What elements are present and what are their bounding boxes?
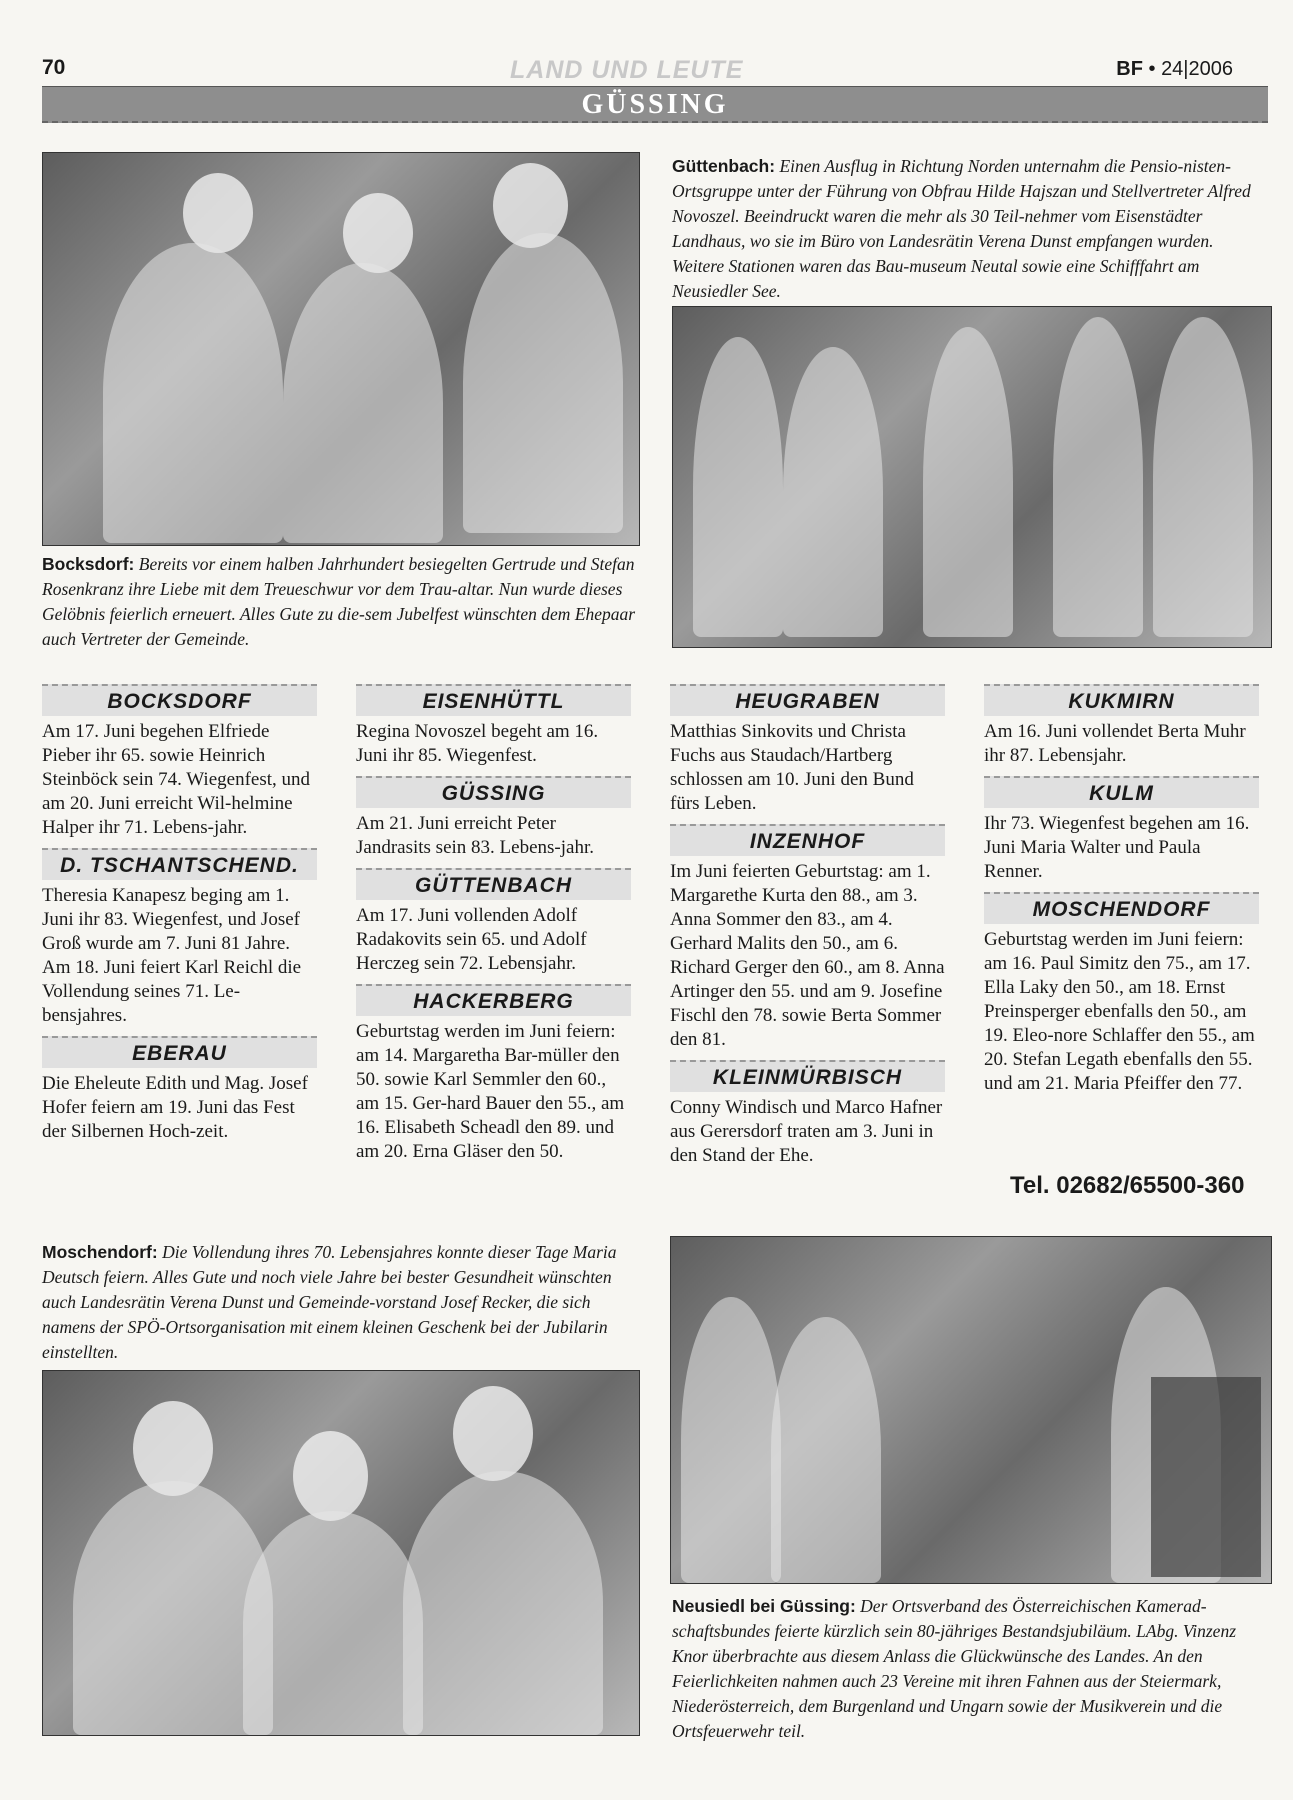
news-column-3 <box>670 684 945 1168</box>
phone-number: Tel. 02682/65500-360 <box>1010 1172 1245 1199</box>
news-item: Die Eheleute Edith und Mag. Josef Hofer feiern am 19. Juni das Fest der Silbernen Hoch-zeit. <box>42 1073 308 1142</box>
photo-guettenbach <box>672 306 1272 648</box>
person-figure <box>403 1471 603 1735</box>
place-heading: HEUGRABEN <box>670 684 945 716</box>
news-item: Conny Windisch und Marco Hafner aus Gerersdorf traten am 3. Juni in den Stand der Ehe. <box>670 1097 943 1166</box>
issue-number: 24|2006 <box>1161 58 1233 80</box>
person-figure <box>923 327 1013 637</box>
person-head <box>453 1386 533 1481</box>
news-item: Am 17. Juni vollenden Adolf Radakovits sein 65. und Adolf Herczeg sein 72. Lebensjahr. <box>356 905 587 974</box>
person-head <box>183 173 253 253</box>
separator: • <box>1148 58 1156 80</box>
place-heading: GÜSSING <box>356 776 631 808</box>
photo-moschendorf <box>42 1370 640 1736</box>
person-figure <box>103 243 283 543</box>
news-item: Am 17. Juni begehen Elfriede Pieber ihr 65. sowie Heinrich Steinböck sein 74. Wiegenfest, und am 20. Juni erreicht Wil-helmine Halper ihr 71. Lebens-jahr. <box>42 721 311 838</box>
place-heading: BOCKSDORF <box>42 684 317 716</box>
person-figure <box>693 337 783 637</box>
podium <box>1151 1377 1261 1577</box>
person-figure <box>463 233 623 533</box>
caption-neusiedl <box>672 1594 1270 1744</box>
place-heading: KUKMIRN <box>984 684 1259 716</box>
region-banner <box>42 86 1268 123</box>
news-item: Am 21. Juni erreicht Peter Jandrasits sein 83. Lebens-jahr. <box>356 813 594 858</box>
person-head <box>343 193 413 273</box>
person-figure <box>283 263 443 543</box>
news-item: Geburtstag werden im Juni feiern: am 16. Paul Simitz den 75., am 17. Ella Laky den 50., am 18. Ernst Preinsperger ebenfalls den 50., am 19. Eleo-nore Schlaffer den 55., am 20. Stefan Legath ebenfalls den 55. und am 21. Maria Pfeiffer den 77. <box>984 929 1255 1094</box>
caption-place: Moschendorf: <box>42 1242 158 1262</box>
issue-info <box>1116 58 1233 81</box>
caption-bocksdorf <box>42 552 638 652</box>
person-figure <box>1153 317 1253 637</box>
place-heading: GÜTTENBACH <box>356 868 631 900</box>
caption-text: Bereits vor einem halben Jahrhundert besiegelten Gertrude und Stefan Rosenkranz ihre Liebe mit dem Treueschwur vor dem Trau-altar. Nun wurde dieses Gelöbnis feierlich erneuert. Alles Gute zu die-sem Jubelfest wünschten dem Ehepaar auch Vertreter der Gemeinde. <box>42 554 636 649</box>
news-column-1 <box>42 684 317 1144</box>
news-item: Im Juni feierten Geburtstag: am 1. Margarethe Kurta den 88., am 3. Anna Sommer den 83., am 4. Gerhard Malits den 50., am 6. Richard Gerger den 60., am 8. Anna Artinger den 55. und am 9. Josefine Fischl den 78. sowie Berta Sommer den 81. <box>670 861 945 1050</box>
place-heading: MOSCHENDORF <box>984 892 1259 924</box>
news-item: Geburtstag werden im Juni feiern: am 14. Margaretha Bar-müller den 50. sowie Karl Semmler den 60., am 15. Ger-hard Bauer den 55., am 16. Elisabeth Scheadl den 89. und am 20. Erna Gläser den 50. <box>356 1021 625 1162</box>
publication-name: BF <box>1116 58 1143 80</box>
region-banner-title: GÜSSING <box>581 89 729 120</box>
photo-neusiedl <box>670 1236 1272 1584</box>
caption-text: Einen Ausflug in Richtung Norden unternahm die Pensio-nisten-Ortsgruppe unter der Führung von Obfrau Hilde Hajszan und Stellvertreter Alfred Novoszel. Beeindruckt waren die mehr als 30 Teil-nehmer vom Eisenstädter Landhaus, wo sie im Büro von Landesrätin Verena Dunst empfangen wurden. Weitere Stationen waren das Bau-museum Neutal sowie eine Schifffahrt am Neusiedler See. <box>672 156 1251 301</box>
person-figure <box>681 1297 781 1583</box>
place-heading: EISENHÜTTL <box>356 684 631 716</box>
news-column-4 <box>984 684 1259 1096</box>
place-heading: INZENHOF <box>670 824 945 856</box>
caption-text: Der Ortsverband des Österreichischen Kamerad-schaftsbundes feierte kürzlich sein 80-jähriges Bestandsjubiläum. LAbg. Vinzenz Knor überbrachte aus diesem Anlass die Glückwünsche des Landes. An den Feierlichkeiten nahmen auch 23 Vereine mit ihren Fahnen aus der Steiermark, Niederösterreich, dem Burgenland und Ungarn sowie der Musikverein und die Ortsfeuerwehr teil. <box>672 1596 1236 1741</box>
person-figure <box>1053 317 1143 637</box>
photo-bocksdorf <box>42 152 640 546</box>
caption-text: Die Vollendung ihres 70. Lebensjahres konnte dieser Tage Maria Deutsch feiern. Alles Gute und noch viele Jahre bei bester Gesundheit wünschten auch Landesrätin Verena Dunst und Gemeinde-vorstand Josef Recker, die sich namens der SPÖ-Ortsorganisation mit einem kleinen Geschenk bei der Jubilarin einstellten. <box>42 1242 617 1362</box>
place-heading: D. TSCHANTSCHEND. <box>42 848 317 880</box>
place-heading: HACKERBERG <box>356 984 631 1016</box>
news-item: Am 16. Juni vollendet Berta Muhr ihr 87. Lebensjahr. <box>984 721 1246 766</box>
news-item: Matthias Sinkovits und Christa Fuchs aus Staudach/Hartberg schlossen am 10. Juni den Bund fürs Leben. <box>670 721 914 814</box>
news-column-2 <box>356 684 631 1164</box>
place-heading: EBERAU <box>42 1036 317 1068</box>
news-item: Regina Novoszel begeht am 16. Juni ihr 85. Wiegenfest. <box>356 721 599 766</box>
page-number: 70 <box>42 56 66 79</box>
news-item: Ihr 73. Wiegenfest begehen am 16. Juni Maria Walter und Paula Renner. <box>984 813 1250 882</box>
place-heading: KLEINMÜRBISCH <box>670 1060 945 1092</box>
caption-place: Güttenbach: <box>672 156 776 176</box>
person-figure <box>243 1511 423 1735</box>
caption-guettenbach <box>672 154 1270 304</box>
caption-moschendorf <box>42 1240 638 1365</box>
person-head <box>293 1431 368 1521</box>
caption-place: Neusiedl bei Güssing: <box>672 1596 856 1616</box>
news-item: Theresia Kanapesz beging am 1. Juni ihr 83. Wiegenfest, und Josef Groß wurde am 7. Juni 81 Jahre. Am 18. Juni feiert Karl Reichl die Vollendung seines 71. Le-bensjahres. <box>42 885 302 1026</box>
place-heading: KULM <box>984 776 1259 808</box>
person-figure <box>783 347 883 637</box>
section-title: LAND UND LEUTE <box>510 56 744 84</box>
caption-place: Bocksdorf: <box>42 554 135 574</box>
person-figure <box>771 1317 881 1583</box>
